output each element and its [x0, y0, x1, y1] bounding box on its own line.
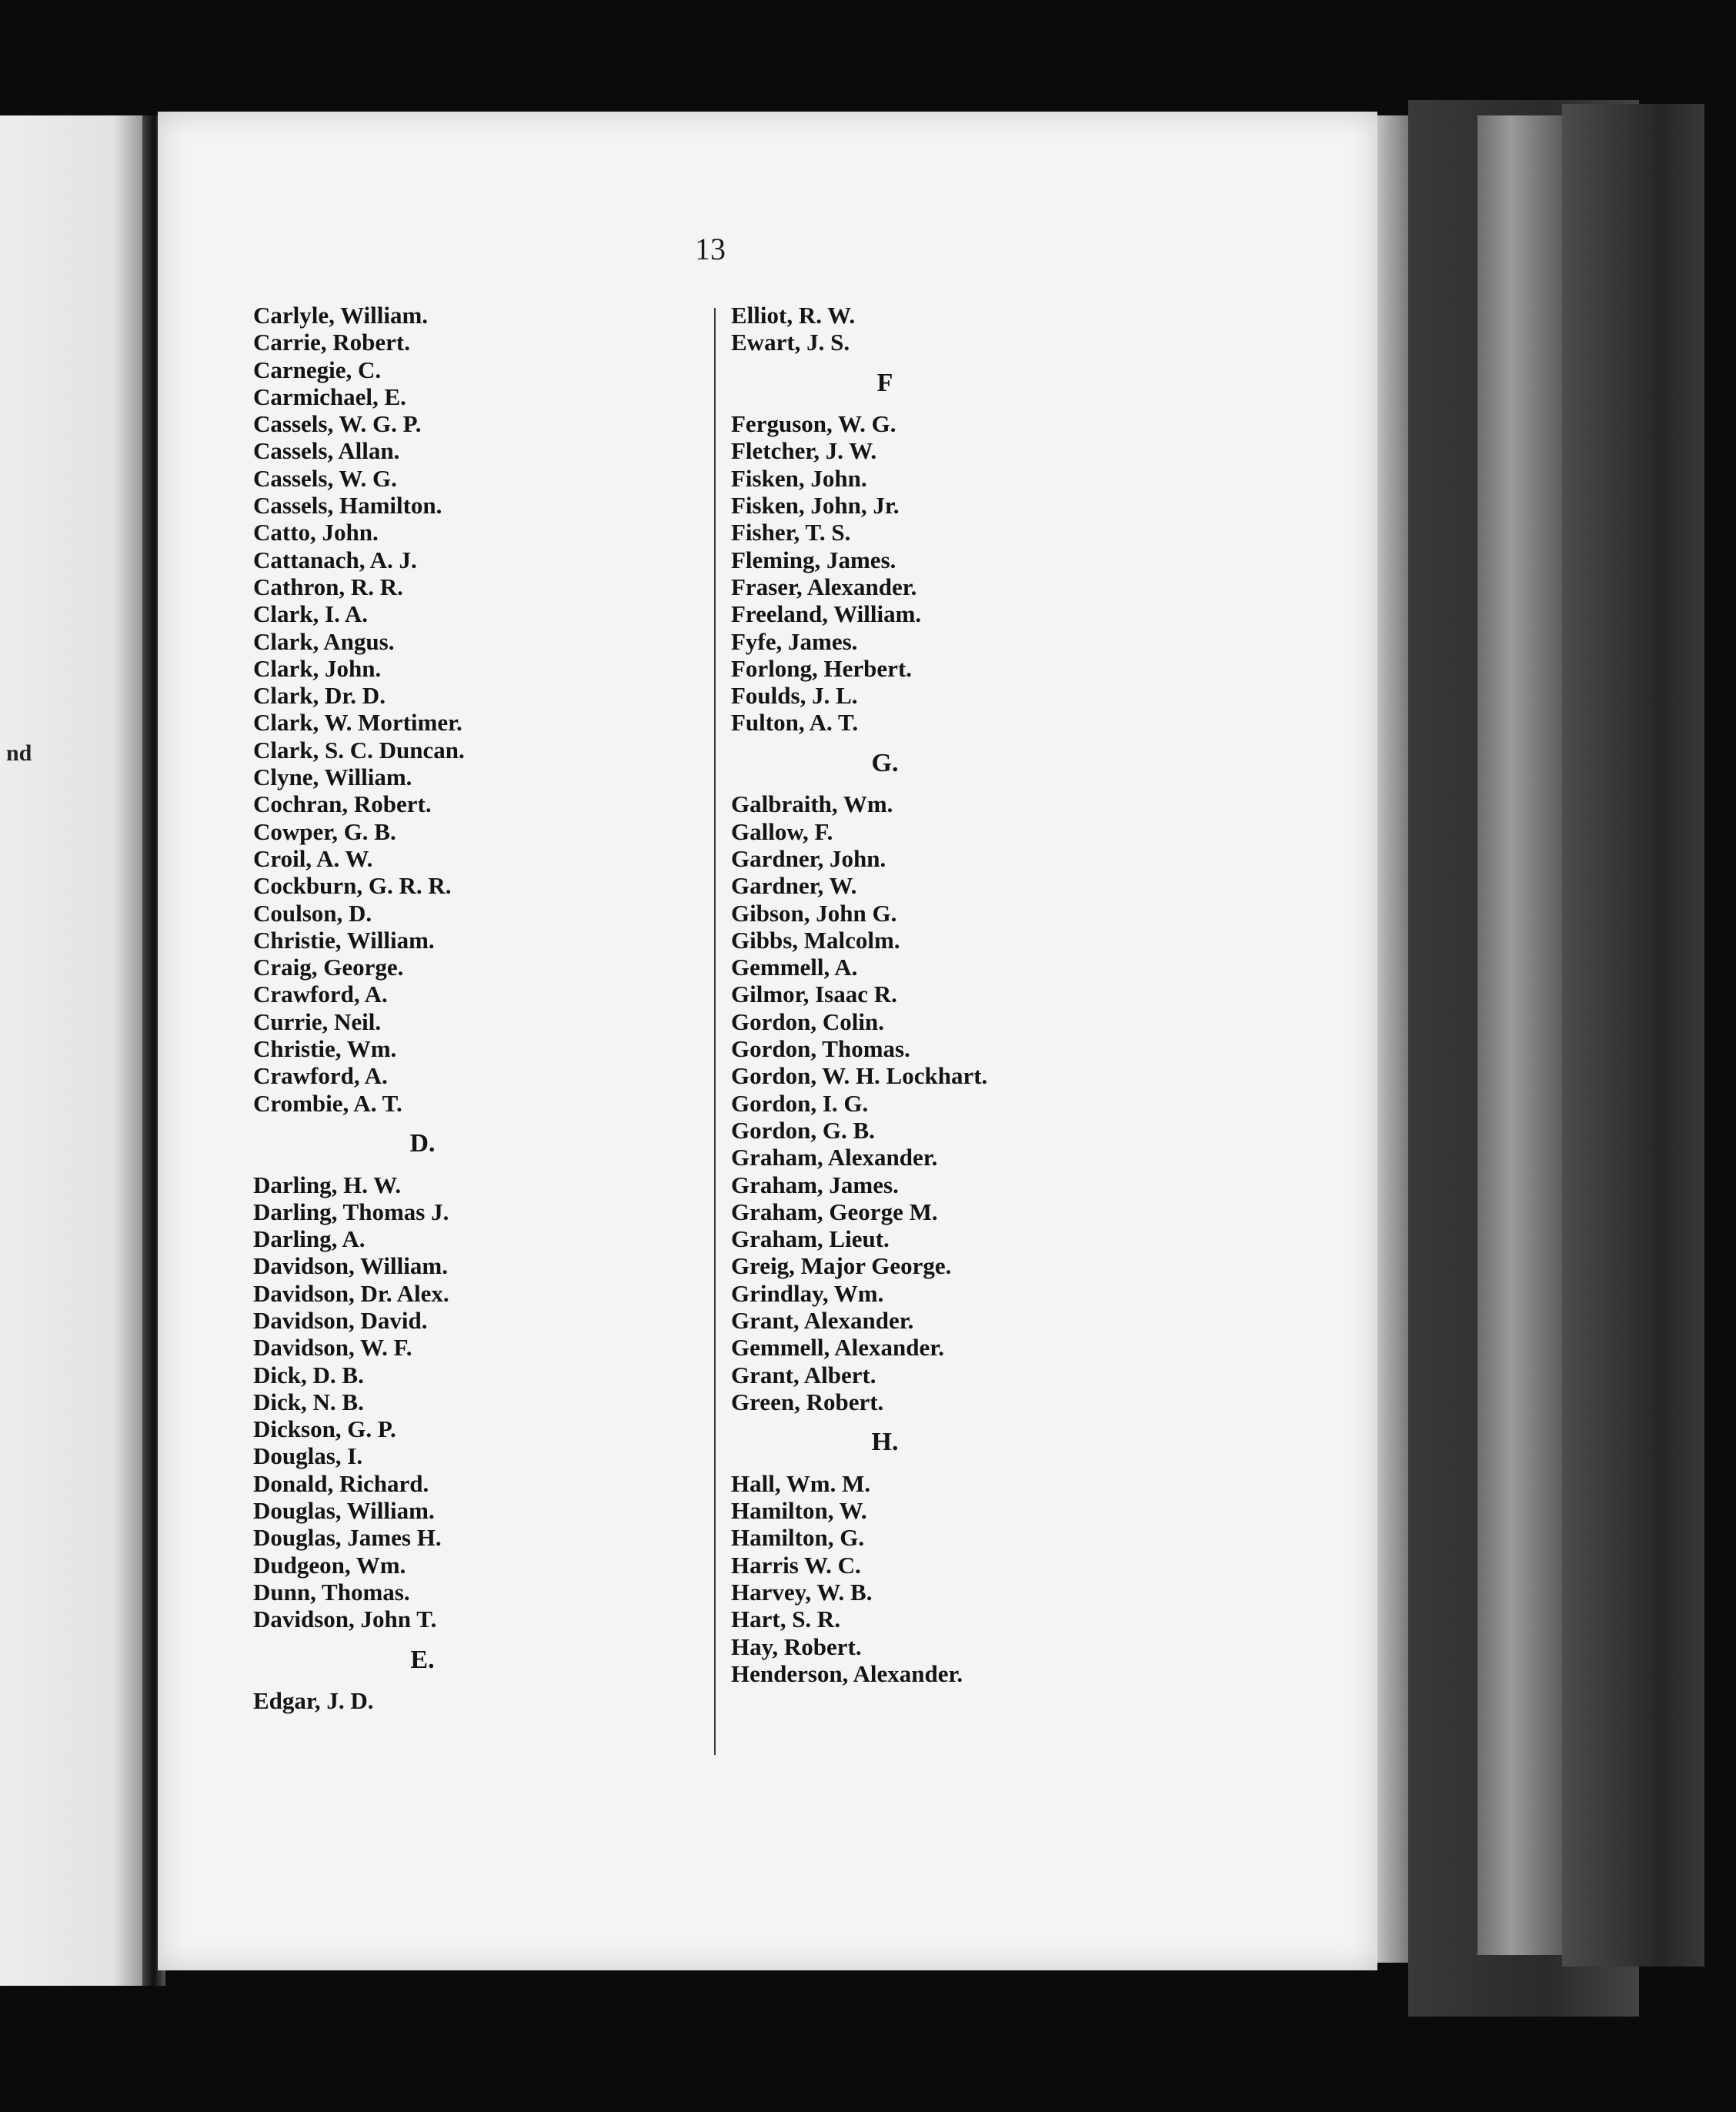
book-cover-right — [1562, 104, 1704, 1967]
name-entry: Gibson, John G. — [731, 899, 897, 927]
section-letter-heading: G. — [871, 748, 899, 777]
name-entry: Graham, George M. — [731, 1198, 938, 1225]
name-entry: Clark, Dr. D. — [253, 682, 386, 710]
name-entry: Douglas, William. — [253, 1497, 435, 1525]
name-entry: Carnegie, C. — [253, 356, 382, 383]
name-entry: Edgar, J. D. — [253, 1687, 374, 1715]
name-entry: Ewart, J. S. — [731, 329, 850, 356]
name-entry: Darling, Thomas J. — [253, 1198, 449, 1225]
name-entry: Hart, S. R. — [731, 1606, 841, 1633]
left-name-column — [253, 302, 684, 1714]
name-entry: Gemmell, Alexander. — [731, 1334, 944, 1362]
name-entry: Fletcher, J. W. — [731, 437, 877, 465]
name-entry: Davidson, William. — [253, 1252, 448, 1280]
facing-page-text-fragment: nd — [6, 740, 32, 766]
name-entry: Gordon, G. B. — [731, 1116, 875, 1144]
name-entry: Christie, Wm. — [253, 1035, 397, 1063]
name-entry: Crombie, A. T. — [253, 1089, 402, 1117]
name-entry: Clark, S. C. Duncan. — [253, 736, 465, 764]
name-entry: Hamilton, G. — [731, 1524, 865, 1552]
name-entry: Gardner, W. — [731, 872, 857, 900]
name-entry: Clark, Angus. — [253, 627, 395, 655]
name-entry: Douglas, James H. — [253, 1524, 442, 1552]
name-entry: Clark, W. Mortimer. — [253, 709, 462, 737]
name-entry: Crawford, A. — [253, 981, 388, 1008]
book-spine-edge — [1477, 115, 1562, 1955]
page-edge — [1377, 115, 1408, 1963]
name-entry: Graham, Lieut. — [731, 1225, 890, 1253]
name-entry: Davidson, Dr. Alex. — [253, 1279, 449, 1307]
name-entry: Dickson, G. P. — [253, 1415, 396, 1443]
name-entry: Hall, Wm. M. — [731, 1469, 871, 1497]
name-entry: Galbraith, Wm. — [731, 790, 893, 818]
name-entry: Cowper, G. B. — [253, 817, 396, 845]
name-entry: Dick, D. B. — [253, 1361, 364, 1389]
name-entry: Henderson, Alexander. — [731, 1659, 963, 1687]
name-entry: Gemmell, A. — [731, 954, 858, 981]
name-entry: Carmichael, E. — [253, 383, 406, 410]
name-entry: Fleming, James. — [731, 546, 896, 573]
name-entry: Graham, James. — [731, 1171, 899, 1198]
column-divider — [714, 308, 716, 1755]
name-entry: Carrie, Robert. — [253, 329, 410, 356]
section-letter-heading: H. — [871, 1428, 899, 1457]
name-entry: Harris W. C. — [731, 1551, 861, 1579]
name-entry: Gordon, W. H. Lockhart. — [731, 1062, 988, 1090]
name-entry: Cochran, Robert. — [253, 790, 432, 818]
name-entry: Gardner, John. — [731, 844, 886, 872]
section-letter-heading: F — [876, 368, 893, 397]
name-entry: Cassels, W. G. — [253, 464, 397, 492]
name-entry: Christie, William. — [253, 926, 435, 954]
name-entry: Clyne, William. — [253, 764, 412, 791]
name-entry: Fyfe, James. — [731, 627, 858, 655]
name-entry: Darling, H. W. — [253, 1171, 402, 1198]
name-entry: Ferguson, W. G. — [731, 410, 896, 438]
facing-page — [0, 115, 142, 1986]
name-entry: Fisken, John. — [731, 464, 867, 492]
name-entry: Craig, George. — [253, 954, 404, 981]
name-entry: Hamilton, W. — [731, 1497, 867, 1525]
name-entry: Cattanach, A. J. — [253, 546, 417, 573]
name-entry: Cathron, R. R. — [253, 573, 403, 600]
name-entry: Croil, A. W. — [253, 844, 373, 872]
name-entry: Greig, Major George. — [731, 1252, 952, 1280]
section-letter-heading: D. — [409, 1128, 436, 1158]
name-entry: Gordon, I. G. — [731, 1089, 869, 1117]
section-letter-heading: E. — [410, 1645, 435, 1674]
name-entry: Coulson, D. — [253, 899, 372, 927]
name-entry: Catto, John. — [253, 519, 379, 546]
right-name-column — [731, 302, 1193, 1687]
name-entry: Cassels, Allan. — [253, 437, 400, 465]
name-entry: Crawford, A. — [253, 1062, 388, 1090]
page-number: 13 — [695, 232, 726, 266]
name-entry: Dick, N. B. — [253, 1388, 364, 1415]
name-entry: Green, Robert. — [731, 1388, 884, 1415]
name-entry: Forlong, Herbert. — [731, 654, 913, 682]
name-entry: Harvey, W. B. — [731, 1578, 873, 1606]
name-entry: Clark, I. A. — [253, 600, 368, 628]
name-entry: Foulds, J. L. — [731, 682, 858, 710]
name-entry: Grindlay, Wm. — [731, 1279, 884, 1307]
name-entry: Fulton, A. T. — [731, 709, 859, 737]
name-entry: Grant, Alexander. — [731, 1306, 914, 1334]
name-entry: Fisher, T. S. — [731, 519, 851, 546]
name-entry: Cassels, W. G. P. — [253, 410, 422, 438]
name-entry: Gilmor, Isaac R. — [731, 981, 897, 1008]
name-entry: Davidson, David. — [253, 1306, 428, 1334]
name-entry: Gordon, Colin. — [731, 1008, 884, 1035]
name-entry: Grant, Albert. — [731, 1361, 876, 1389]
name-entry: Cockburn, G. R. R. — [253, 872, 452, 900]
name-entry: Fraser, Alexander. — [731, 573, 917, 600]
name-entry: Donald, Richard. — [253, 1469, 429, 1497]
name-entry: Gallow, F. — [731, 817, 833, 845]
name-entry: Elliot, R. W. — [731, 302, 856, 329]
name-entry: Freeland, William. — [731, 600, 922, 628]
name-entry: Dudgeon, Wm. — [253, 1551, 406, 1579]
name-entry: Davidson, John T. — [253, 1606, 437, 1633]
name-entry: Carlyle, William. — [253, 302, 429, 329]
name-entry: Gordon, Thomas. — [731, 1035, 910, 1063]
name-entry: Currie, Neil. — [253, 1008, 382, 1035]
name-entry: Clark, John. — [253, 654, 382, 682]
name-entry: Dunn, Thomas. — [253, 1578, 410, 1606]
name-entry: Douglas, I. — [253, 1442, 363, 1470]
name-entry: Gibbs, Malcolm. — [731, 926, 900, 954]
name-entry: Davidson, W. F. — [253, 1334, 412, 1362]
name-entry: Cassels, Hamilton. — [253, 492, 442, 520]
name-entry: Darling, A. — [253, 1225, 366, 1253]
name-entry: Hay, Robert. — [731, 1632, 862, 1660]
name-entry: Fisken, John, Jr. — [731, 492, 900, 520]
name-entry: Graham, Alexander. — [731, 1144, 938, 1171]
